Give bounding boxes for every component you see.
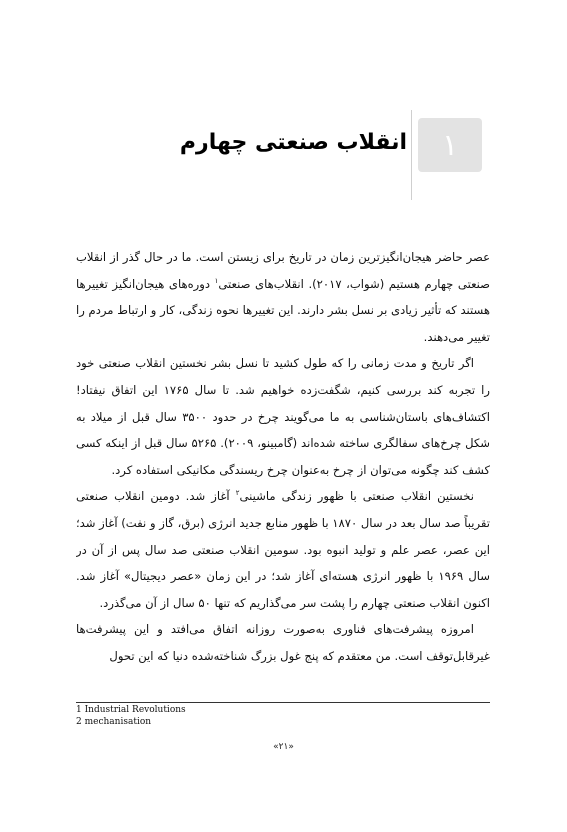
footnote	[76, 704, 490, 716]
footnotes	[76, 704, 490, 728]
paragraph	[76, 350, 490, 483]
footnote-ref[interactable]: ۲	[235, 489, 240, 498]
footnote-number: 1	[76, 705, 82, 715]
footnote-text: Industrial Revolutions	[84, 705, 186, 715]
footnote-text: mechanisation	[84, 717, 152, 727]
paragraph	[76, 616, 490, 669]
chapter-number-box	[418, 118, 482, 172]
footnote	[76, 716, 490, 728]
footnote-number: 2	[76, 717, 82, 727]
chapter-divider	[411, 110, 412, 200]
chapter-title: انقلاب صنعتی چهارم	[179, 130, 407, 155]
paragraph-text: دوره‌های هیجان‌انگیز تغییرها هستند که تأثیر زیادی بر نسل بشر دارند. این تغییرها نحوه زندگی، کار و ارتباط مردم را تغییر می‌دهند.	[76, 276, 490, 344]
paragraph-text: عصر حاضر هیجان‌انگیزترین زمان در تاریخ برای زیستن است. ما در حال گذر از انقلاب صنعتی چهارم هستیم (شواب، ۲۰۱۷). انقلاب‌های صنعتی	[76, 250, 490, 291]
footnote-divider	[76, 702, 490, 703]
chapter-number: ۱	[441, 127, 459, 163]
paragraph-text: اگر تاریخ و مدت زمانی را که طول کشید تا نسل بشر نخستین انقلاب صنعتی خود را تجربه کند بررسی کنیم، شگفت‌زده خواهیم شد. تا سال ۱۷۶۵ این اتفاق نیفتاد! اکتشاف‌های باستان‌شناسی به ما می‌گویند چرخ در حدود ۳۵۰۰ سال قبل از میلاد به شکل چرخ‌های سفالگری ساخته شده‌اند (گامبینو، ۲۰۰۹). ۵۲۶۵ سال قبل از اینکه کسی کشف کند چگونه می‌توان از چرخ به‌عنوان چرخ ریسندگی مکانیکی استفاده کرد.	[76, 356, 490, 477]
paragraph-text: امروزه پیشرفت‌های فناوری به‌صورت روزانه اتفاق می‌افتد و این پیشرفت‌ها غیرقابل‌توقف است. من معتقدم که پنج غول بزرگ شناخته‌شده دنیا که این تحول	[76, 622, 490, 663]
paragraph-text: نخستین انقلاب صنعتی با ظهور زندگی ماشینی	[239, 489, 474, 504]
body-text	[76, 244, 490, 684]
page-number: «۲۱»	[273, 742, 294, 752]
footnote-ref[interactable]: ۱	[214, 276, 219, 285]
paragraph	[76, 244, 490, 350]
chapter-header	[0, 118, 567, 180]
paragraph-text: آغاز شد. دومین انقلاب صنعتی تقریباً صد سال بعد در سال ۱۸۷۰ با ظهور منابع جدید انرژی (برق، گاز و نفت) آغاز شد؛ این عصر، عصر علم و تولید انبوه بود. سومین انقلاب صنعتی صد سال پس از آن در سال ۱۹۶۹ با ظهور انرژی هسته‌ای آغاز شد؛ در این زمان «عصر دیجیتال» آغاز شد. اکنون انقلاب صنعتی چهارم را پشت سر می‌گذاریم که تنها ۵۰ سال از آن می‌گذرد.	[76, 489, 490, 610]
paragraph	[76, 483, 490, 616]
